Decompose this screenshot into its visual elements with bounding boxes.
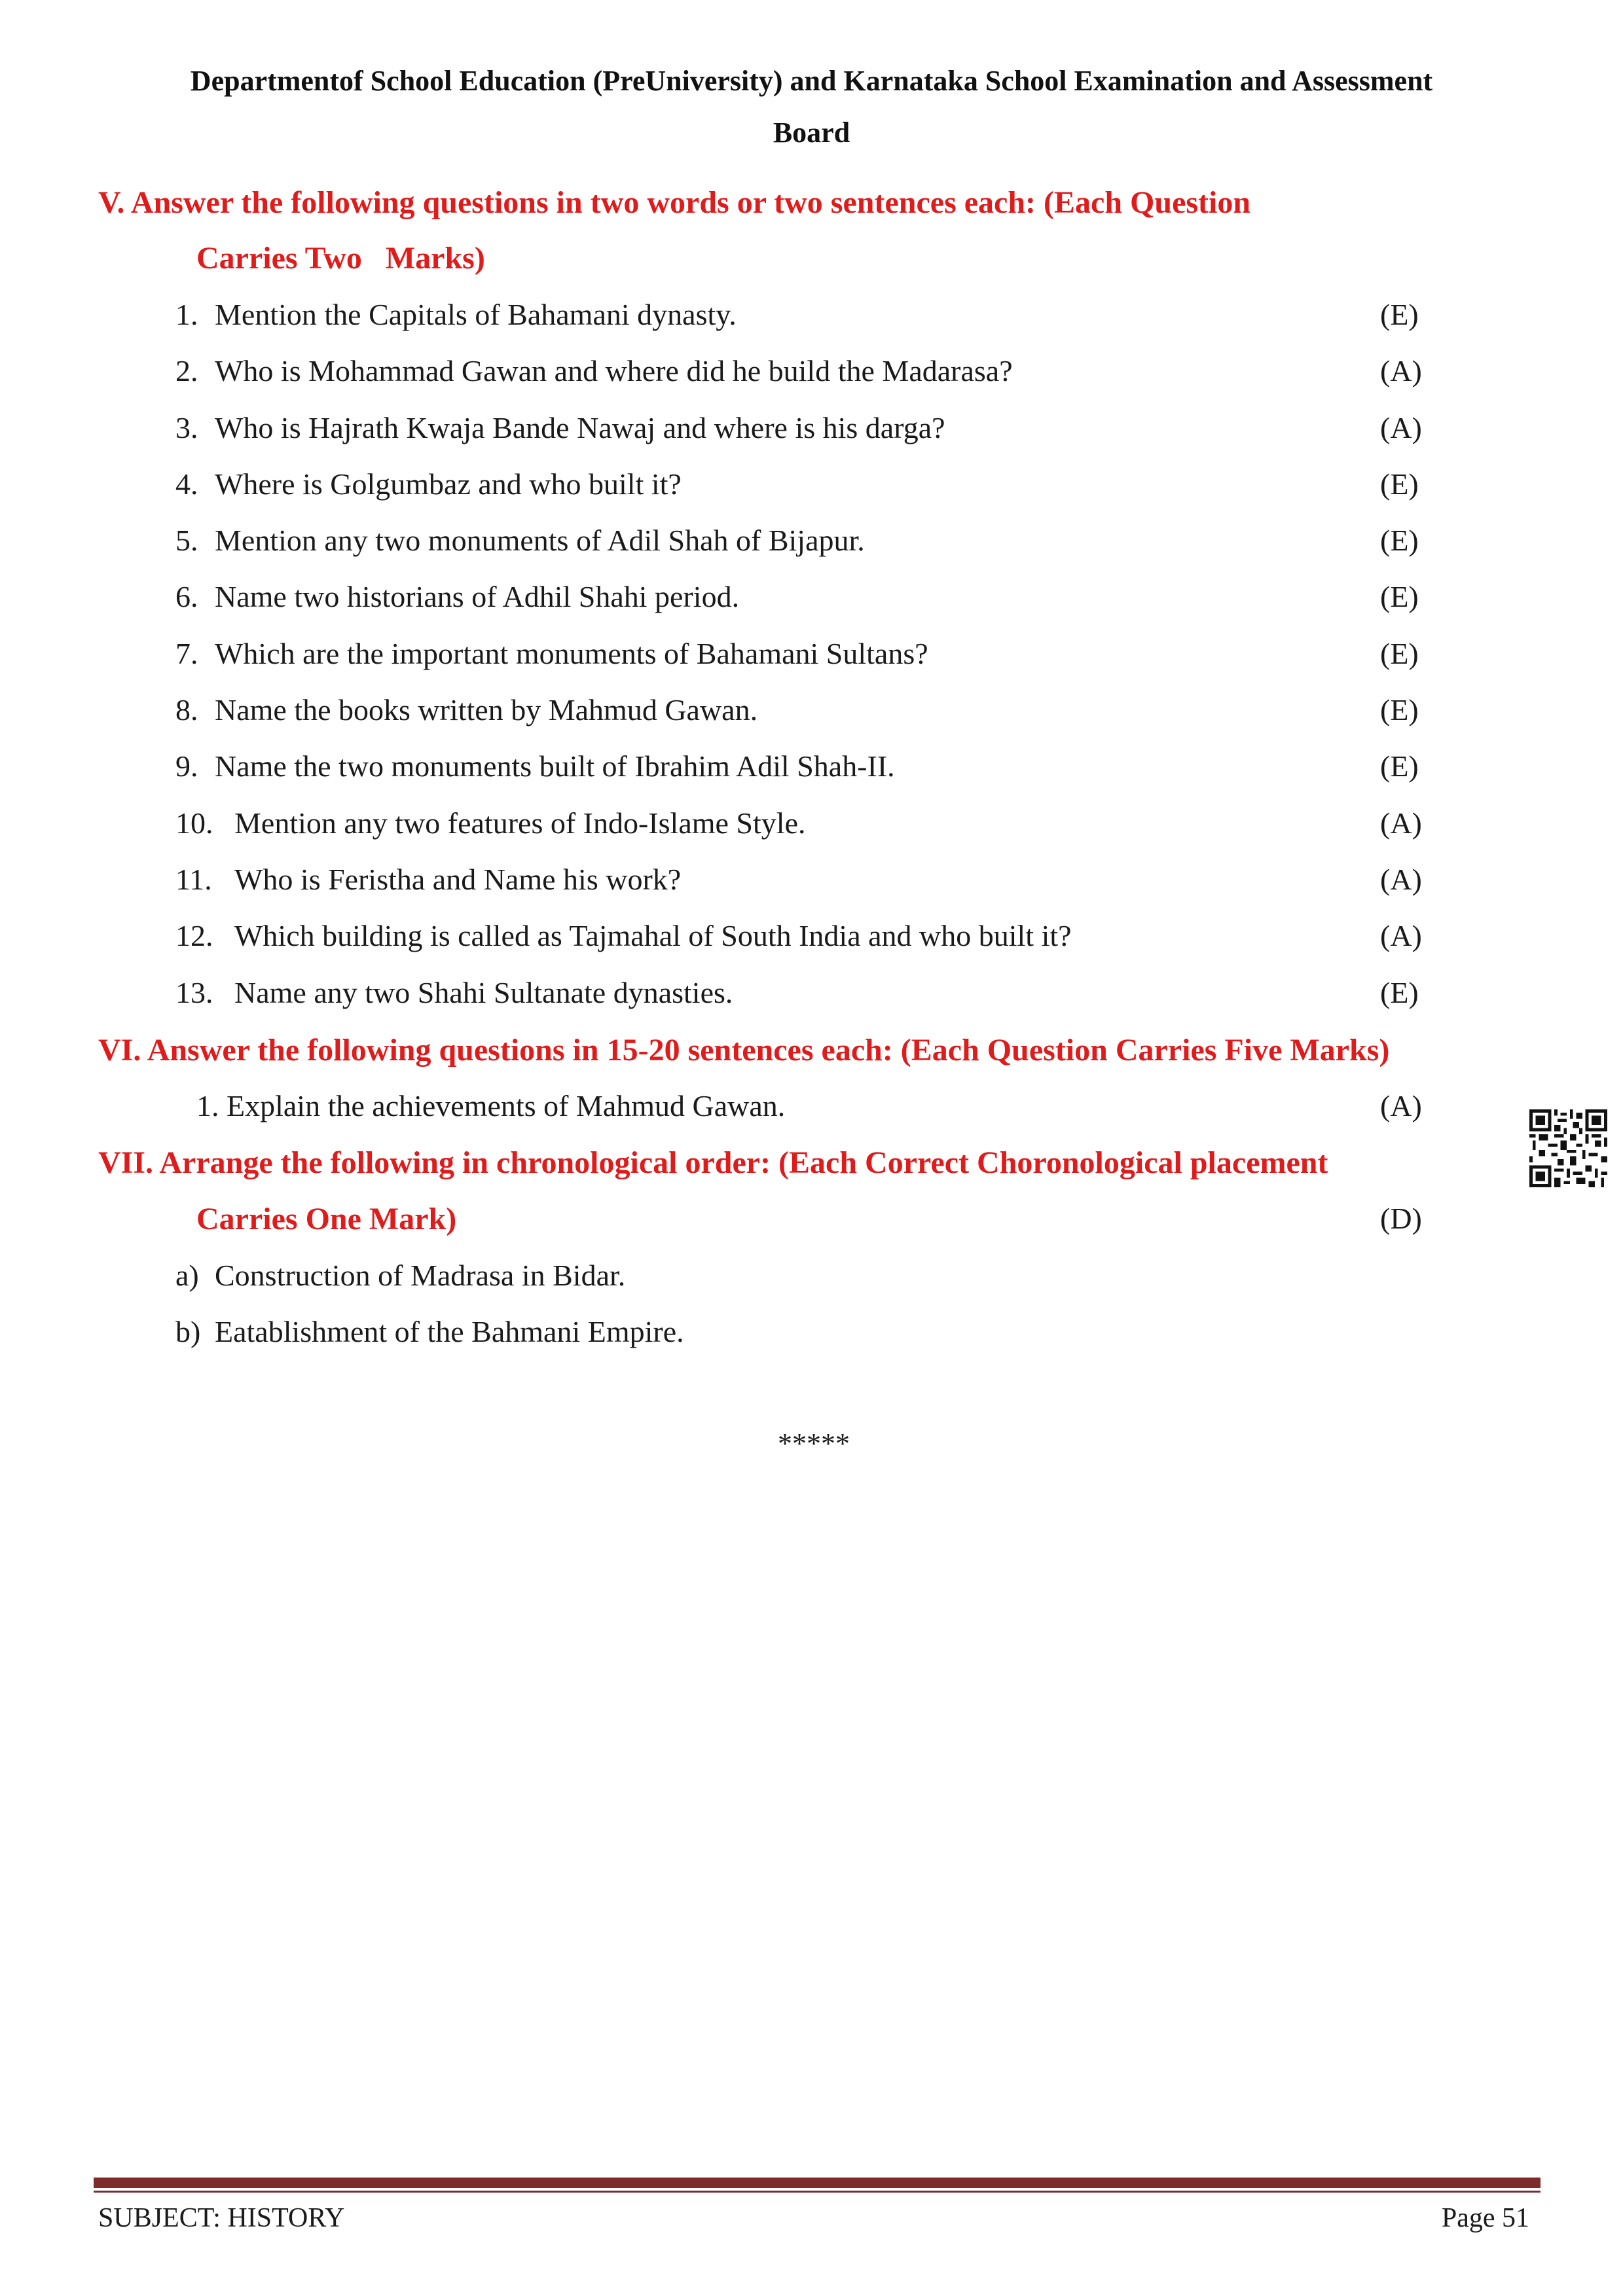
difficulty-tag: (E)	[1380, 693, 1419, 726]
question-number: 11.	[175, 863, 212, 896]
section5-title-line1: V. Answer the following questions in two words or two sentences each: (Each Question	[98, 185, 1251, 220]
difficulty-tag: (E)	[1380, 467, 1419, 501]
difficulty-tag: (E)	[1380, 298, 1419, 331]
question-text: Name the books written by Mahmud Gawan.	[215, 693, 758, 726]
question-number: 10.	[175, 806, 213, 840]
question-text: Where is Golgumbaz and who built it?	[215, 467, 682, 501]
difficulty-tag: (E)	[1380, 580, 1419, 613]
question-number: 6.	[175, 580, 198, 613]
question-text: Name the two monuments built of Ibrahim Adil Shah-II.	[215, 749, 895, 783]
question-number: 12.	[175, 919, 213, 952]
question-number: 1.	[175, 298, 198, 331]
section6-title: VI. Answer the following questions in 15-20 sentences each: (Each Question Carries Five Marks)	[98, 1033, 1390, 1067]
difficulty-tag: (A)	[1380, 354, 1422, 387]
question-number: 2.	[175, 354, 198, 387]
footer-rule-thin	[94, 2191, 1541, 2193]
difficulty-tag: (E)	[1380, 749, 1419, 783]
question-number: 9.	[175, 749, 198, 783]
question-number: 5.	[175, 524, 198, 557]
difficulty-tag: (E)	[1380, 524, 1419, 557]
question-text: Who is Mohammad Gawan and where did he build the Madarasa?	[215, 354, 1013, 387]
item-label: a)	[175, 1259, 199, 1292]
difficulty-tag: (A)	[1380, 863, 1422, 896]
question-text: Name two historians of Adhil Shahi period.	[215, 580, 740, 613]
question-number: 4.	[175, 467, 198, 501]
difficulty-tag: (A)	[1380, 919, 1422, 952]
item-text: Eatablishment of the Bahmani Empire.	[215, 1315, 684, 1348]
section7-title-line2: Carries One Mark)	[196, 1202, 457, 1236]
question-text: Mention the Capitals of Bahamani dynasty.	[215, 298, 737, 331]
question-text: Who is Feristha and Name his work?	[234, 863, 682, 896]
question-text: Which building is called as Tajmahal of South India and who built it?	[234, 919, 1072, 952]
section7-title-line1: VII. Arrange the following in chronological order: (Each Correct Choronological placement	[98, 1145, 1328, 1180]
item-label: b)	[175, 1315, 201, 1348]
section6-question: 1. Explain the achievements of Mahmud Gawan.	[196, 1089, 786, 1122]
difficulty-tag: (E)	[1380, 637, 1419, 670]
item-text: Construction of Madrasa in Bidar.	[215, 1259, 626, 1292]
footer-rule-thick	[94, 2178, 1541, 2188]
question-number: 7.	[175, 637, 198, 670]
footer-subject: SUBJECT: HISTORY	[98, 2203, 345, 2233]
difficulty-tag: (A)	[1380, 411, 1422, 444]
question-text: Who is Hajrath Kwaja Bande Nawaj and where is his darga?	[215, 411, 945, 444]
header-title-line2: Board	[773, 117, 850, 149]
footer-page-number: Page 51	[1441, 2203, 1529, 2233]
separator-stars: *****	[778, 1427, 850, 1460]
question-number: 8.	[175, 693, 198, 726]
difficulty-tag: (D)	[1380, 1202, 1422, 1235]
qr-code	[1529, 1109, 1607, 1187]
difficulty-tag: (E)	[1380, 976, 1419, 1009]
section5-title-line2: Carries Two Marks)	[196, 241, 485, 276]
difficulty-tag: (A)	[1380, 806, 1422, 840]
difficulty-tag: (A)	[1380, 1089, 1422, 1122]
question-text: Mention any two features of Indo-Islame Style.	[234, 806, 806, 840]
question-text: Mention any two monuments of Adil Shah of Bijapur.	[215, 524, 865, 557]
question-number: 3.	[175, 411, 198, 444]
question-text: Which are the important monuments of Bahamani Sultans?	[215, 637, 928, 670]
question-text: Name any two Shahi Sultanate dynasties.	[234, 976, 733, 1009]
header-title-line1: Departmentof School Education (PreUniversity) and Karnataka School Examination and Assessment	[190, 65, 1433, 97]
question-number: 13.	[175, 976, 213, 1009]
